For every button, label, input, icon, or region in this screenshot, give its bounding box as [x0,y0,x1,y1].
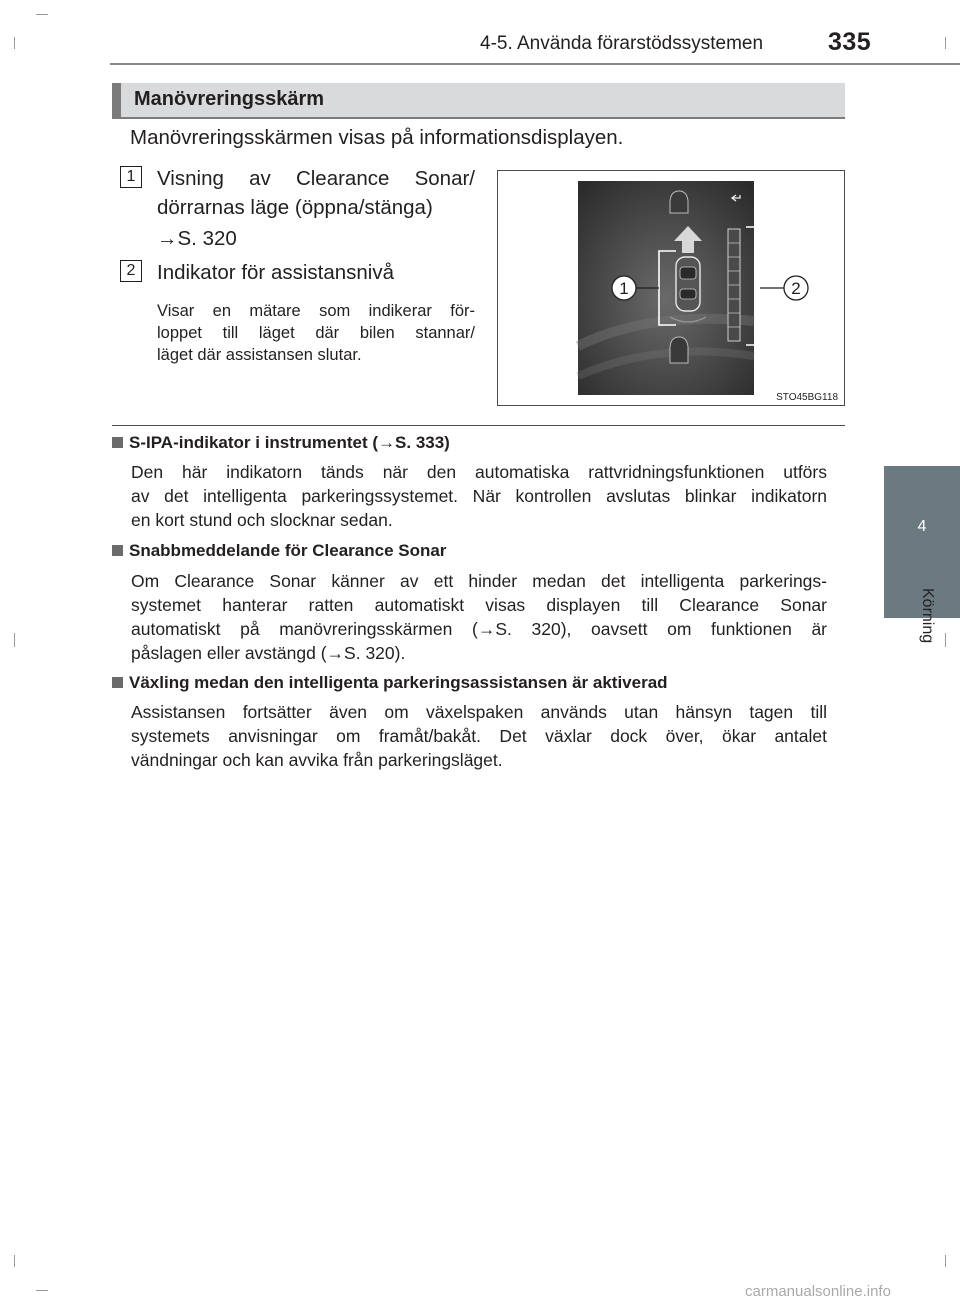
note-heading [112,673,668,693]
section-intro: Manövreringsskärmen visas på informationsdisplayen. [130,126,624,149]
item-1-line2: dörrarnas läge (öppna/stänga) [157,196,433,219]
header-rule [110,63,960,65]
callout-2: 2 [791,279,801,298]
crop-mark [36,1290,48,1291]
item-2-desc-line: loppet till läget där bilen stannar/ [157,324,475,342]
item-number-box: 2 [120,260,142,282]
figure-code: STO45BG118 [776,392,838,403]
page-number: 335 [828,28,872,56]
note-body [131,700,827,772]
chapter-number: 4 [917,518,927,535]
section-divider [112,425,845,426]
maneuver-screen-figure [497,170,845,406]
crop-mark [945,633,946,647]
note-bullet-icon [112,437,123,448]
note-body [131,569,827,665]
note-line: påslagen eller avstängd (→S. 320). [131,643,406,663]
note-line: vändningar och kan avvika från parkeringsläget. [131,750,503,770]
note-title: Växling medan den intelligenta parkeringsassistansen är aktiverad [129,673,668,692]
crop-mark [945,1255,946,1267]
note-line: systemets anvisningar om framåt/bakåt. Det växlar dock över, ökar antalet [131,726,827,746]
item-2-title: Indikator för assistansnivå [157,261,395,284]
section-title-rule [112,117,845,119]
note-bullet-icon [112,545,123,556]
section-title-bar [112,83,845,117]
item-1-text [157,164,475,253]
note-line: automatiskt på manövreringsskärmen (→S. 320), oavsett om funktionen är [131,619,827,639]
item-2-description [157,300,475,366]
item-number-box: 1 [120,166,142,188]
note-bullet-icon [112,677,123,688]
item-2-desc-line: Visar en mätare som indikerar för- [157,302,475,320]
note-heading [112,433,450,453]
note-title: S-IPA-indikator i instrumentet (→S. 333) [129,433,450,452]
note-line: av det intelligenta parkeringssystemet. När kontrollen avslutas blinkar indikatorn [131,486,827,506]
note-line: en kort stund och slocknar sedan. [131,510,393,530]
running-header-section: 4-5. Använda förarstödssystemen [480,33,764,54]
note-line: Assistansen fortsätter även om växelspaken används utan hänsyn tagen till [131,702,827,722]
note-line: Den här indikatorn tänds när den automatiska rattvridningsfunktionen utförs [131,462,827,482]
callout-1: 1 [619,279,629,298]
note-body [131,460,827,532]
note-line: systemet hanterar ratten automatiskt visas displayen till Clearance Sonar [131,595,827,615]
maneuver-screen-illustration [498,171,844,405]
note-line: Om Clearance Sonar känner av ett hinder medan det intelligenta parkerings- [131,571,827,591]
note-title: Snabbmeddelande för Clearance Sonar [129,541,447,560]
item-1-ref: →S. 320 [157,227,237,250]
item-1-line1: Visning av Clearance Sonar/ [157,167,475,190]
crop-mark [14,633,15,647]
crop-mark [36,14,48,15]
watermark: carmanualsonline.info [745,1283,891,1300]
crop-mark [945,37,946,49]
crop-mark [14,37,15,49]
note-heading [112,541,446,561]
section-title: Manövreringsskärm [134,88,325,110]
item-2-desc-line: läget där assistansen slutar. [157,346,362,364]
chapter-label: Körning [919,588,936,644]
crop-mark [14,1255,15,1267]
